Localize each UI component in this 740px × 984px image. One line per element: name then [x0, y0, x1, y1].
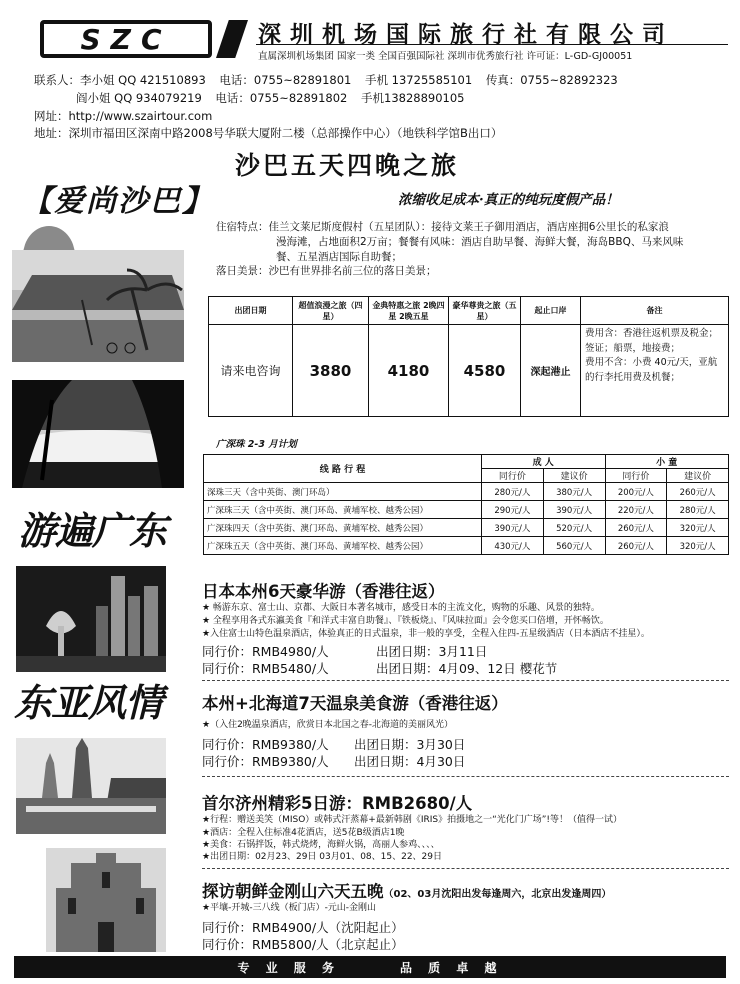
- th-route: 线 路 行 程: [204, 455, 482, 483]
- company-logo: [40, 18, 248, 60]
- cell-child-peer: 200元/人: [605, 483, 667, 501]
- footer-banner: [14, 956, 726, 978]
- cell-child-peer: 260元/人: [605, 537, 667, 555]
- japan7-price-row-2: [202, 752, 465, 770]
- th-note: 备注: [581, 297, 729, 325]
- cell-port: 深起港止: [521, 325, 581, 417]
- sunset-palm-icon: [12, 380, 184, 488]
- cell-child-peer: 220元/人: [605, 501, 667, 519]
- footer-right-text: 品 质 卓 越: [400, 960, 503, 975]
- cell-price-romantic: 3880: [293, 325, 369, 417]
- contact-yan-phone: 电话：0755~82891802: [215, 91, 348, 105]
- side-title-guangdong: 游遍广东: [18, 508, 167, 553]
- cell-date: 请来电咨询: [209, 325, 293, 417]
- sabah-stay-2: 漫海滩，占地面积2万亩；餐餐有风味：酒店自助早餐、海鲜大餐，海岛BBQ、马来风味: [276, 236, 684, 248]
- contact-row-2: [76, 90, 475, 106]
- sabah-sunset: 落日美景：沙巴有世界排名前三位的落日美景；: [216, 265, 437, 277]
- cell-adult-peer: 430元/人: [482, 537, 544, 555]
- th-date: 出团日期: [209, 297, 293, 325]
- cell-adult-suggest: 520元/人: [543, 519, 605, 537]
- korea-title: 首尔济州精彩5日游：RMB2680/人: [202, 794, 473, 813]
- cell-child-suggest: 320元/人: [667, 537, 729, 555]
- japan6-bullet-1: ★ 畅游东京、富士山、京都、大阪日本著名城市，感受日本的主流文化，购物的乐趣、风景的独特。: [202, 603, 600, 613]
- japan6-price-1: 同行价：RMB4980/人: [202, 644, 329, 659]
- north-korea-price-1: 同行价：RMB4900/人（沈阳起止）: [202, 920, 404, 935]
- table-row: [204, 537, 729, 555]
- north-korea-title: [202, 878, 611, 902]
- japan7-title: 本州+北海道7天温泉美食游（香港往返）: [202, 694, 508, 713]
- contact-li-mobile: 手机 13725585101: [365, 73, 473, 87]
- contact-row-1: [34, 72, 628, 88]
- japan7-price-2: 同行价：RMB9380/人: [202, 754, 329, 769]
- th-adult-peer: 同行价: [482, 469, 544, 483]
- cell-price-luxury: 4580: [449, 325, 521, 417]
- th-luxury: 豪华尊贵之旅（五星）: [449, 297, 521, 325]
- sabah-stay-1: 住宿特点：佳兰文莱尼斯度假村（五星团队）：接待文莱王子御用酒店，酒店座拥6公里长的私家浪: [216, 221, 669, 233]
- footer-left-text: 专 业 服 务: [237, 960, 340, 975]
- japan7-bullet-1: ★（入住2晚温泉酒店，欣赏日本北国之春-北海道的美丽风光）: [202, 720, 454, 730]
- japan7-date-2: 出团日期：4月30日: [353, 754, 466, 769]
- japan6-date-2: 出团日期：4月09、12日 樱花节: [375, 661, 558, 676]
- contact-fax: 传真：0755~82892323: [485, 73, 618, 87]
- cell-adult-suggest: 390元/人: [543, 501, 605, 519]
- japan6-price-2: 同行价：RMB5480/人: [202, 661, 329, 676]
- logo-slash-graphic: [216, 20, 248, 58]
- divider: [202, 776, 729, 777]
- japan6-date-1: 出团日期：3月11日: [375, 644, 488, 659]
- th-classic: 金典特惠之旅 2晚四星 2晚五星: [369, 297, 449, 325]
- divider: [202, 680, 729, 681]
- sabah-badge: 【爱尚沙巴】: [22, 184, 214, 219]
- palm-tree-scene-icon: [12, 250, 184, 362]
- north-korea-title-main: 探访朝鲜金刚山六天五晚: [202, 882, 384, 901]
- logo-mark: SZC: [40, 20, 212, 58]
- cell-route: 广深珠四天（含中英街、澳门环岛、黄埔军校、越秀公园）: [204, 519, 482, 537]
- north-korea-bullet-1: ★平壤-开城-三八线（板门店）-元山-金刚山: [202, 903, 377, 913]
- cell-child-peer: 260元/人: [605, 519, 667, 537]
- cell-route: 深珠三天（含中英街、澳门环岛）: [204, 483, 482, 501]
- japan6-price-row-1: [202, 642, 487, 660]
- cell-child-suggest: 280元/人: [667, 501, 729, 519]
- hongkong-night-photo: [16, 566, 166, 672]
- sabah-stay-3: 餐、五星酒店国际自助餐；: [276, 251, 402, 263]
- city-skyline-icon: [16, 566, 166, 672]
- cell-child-suggest: 260元/人: [667, 483, 729, 501]
- japan7-price-1: 同行价：RMB9380/人: [202, 737, 329, 752]
- japan6-title: 日本本州6天豪华游（香港往返）: [202, 582, 445, 601]
- sabah-slogan: 浓缩收足成本·真正的纯玩度假产品！: [398, 192, 619, 208]
- korea-bullet-2: ★酒店：全程入住标准4花酒店，送5花B级酒店1晚: [202, 828, 405, 838]
- contact-yan: 阎小姐 QQ 934079219: [76, 91, 202, 105]
- cell-adult-peer: 390元/人: [482, 519, 544, 537]
- table-row: [204, 483, 729, 501]
- th-romantic: 超值浪漫之旅（四星）: [293, 297, 369, 325]
- thai-temple-photo: [16, 738, 166, 834]
- sabah-price-table: [208, 296, 729, 417]
- note-included: 费用含：香港往返机票及税金；签证；船票，地接费；: [585, 328, 719, 354]
- contact-li: 联系人：李小姐 QQ 421510893: [34, 73, 206, 87]
- korea-bullet-1: ★行程：赠送美笑（MISO）或韩式汗蒸幕+最新韩剧《IRIS》拍摄地之一“光化门广场”!等！（值得一试）: [202, 815, 623, 825]
- japan7-price-row-1: [202, 735, 465, 753]
- cell-child-suggest: 320元/人: [667, 519, 729, 537]
- ruins-st-paul-photo: [46, 848, 166, 952]
- japan7-date-1: 出团日期：3月30日: [353, 737, 466, 752]
- contact-yan-mobile: 手机13828890105: [361, 91, 465, 105]
- cell-price-classic: 4180: [369, 325, 449, 417]
- table-row: [204, 519, 729, 537]
- cell-route: 广深珠三天（含中英街、澳门环岛、黄埔军校、越秀公园）: [204, 501, 482, 519]
- guangdong-price-table: [203, 454, 729, 555]
- japan6-price-row-2: [202, 659, 557, 677]
- beach-sunset-photo: [12, 380, 184, 488]
- north-korea-title-note: （02、03月沈阳出发每逢周六，北京出发逢周四）: [383, 889, 612, 900]
- cell-adult-suggest: 560元/人: [543, 537, 605, 555]
- th-port: 起止口岸: [521, 297, 581, 325]
- japan6-bullet-2: ★ 全程享用各式东瀛美食『和洋式丰富自助餐』、『铁板烧』、『风味拉面』会令您买口倍增，开怀畅饮。: [202, 616, 609, 626]
- header-divider: [256, 44, 728, 45]
- table-row: [209, 325, 729, 417]
- divider: [202, 868, 729, 869]
- th-adult: 成 人: [482, 455, 606, 469]
- th-child: 小 童: [605, 455, 729, 469]
- th-adult-suggest: 建议价: [543, 469, 605, 483]
- cell-route: 广深珠五天（含中英街、澳门环岛、黄埔军校、越秀公园）: [204, 537, 482, 555]
- cell-adult-peer: 290元/人: [482, 501, 544, 519]
- table-row: [204, 501, 729, 519]
- sabah-resort-photo: [12, 250, 184, 362]
- cell-adult-suggest: 380元/人: [543, 483, 605, 501]
- temple-icon: [16, 738, 166, 834]
- company-name: 深圳机场国际旅行社有限公司: [258, 21, 674, 48]
- north-korea-price-2: 同行价：RMB5800/人（北京起止）: [202, 937, 404, 952]
- address-line: 地址：深圳市福田区深南中路2008号华联大厦附二楼（总部操作中心）（地铁科学馆B出口）: [34, 126, 503, 140]
- company-subtitle: 直属深圳机场集团 国家一类 全国百强国际社 深圳市优秀旅行社 许可证：L-GD-GJ00051: [258, 51, 633, 62]
- contact-li-phone: 电话：0755~82891801: [219, 73, 352, 87]
- korea-bullet-3: ★美食：石锅拌饭，韩式烧烤，海鲜火锅，高丽人参鸡、、、、: [202, 840, 440, 850]
- note-excluded: 费用不含：小费 40元/天，亚航的行李托用费及机餐；: [585, 357, 718, 383]
- korea-bullet-4: ★出团日期：02月23、29日 03月01、08、15、22、29日: [202, 852, 442, 862]
- sabah-title: 沙巴五天四晚之旅: [235, 151, 460, 180]
- table-header-row: [209, 297, 729, 325]
- cell-note: [581, 325, 729, 417]
- table-header-row: [204, 455, 729, 469]
- side-title-east-asia: 东亚风情: [14, 680, 163, 725]
- th-child-peer: 同行价: [605, 469, 667, 483]
- website-line[interactable]: 网址：http://www.szairtour.com: [34, 109, 213, 123]
- plan-label: 广深珠 2-3 月计划: [216, 439, 297, 450]
- th-child-suggest: 建议价: [667, 469, 729, 483]
- church-facade-icon: [46, 848, 166, 952]
- japan6-bullet-3: ★入住富士山特色温泉酒店，体验真正的日式温泉，非一般的享受，全程入住四-五星级酒店（日本酒店不挂星）。: [202, 629, 650, 639]
- cell-adult-peer: 280元/人: [482, 483, 544, 501]
